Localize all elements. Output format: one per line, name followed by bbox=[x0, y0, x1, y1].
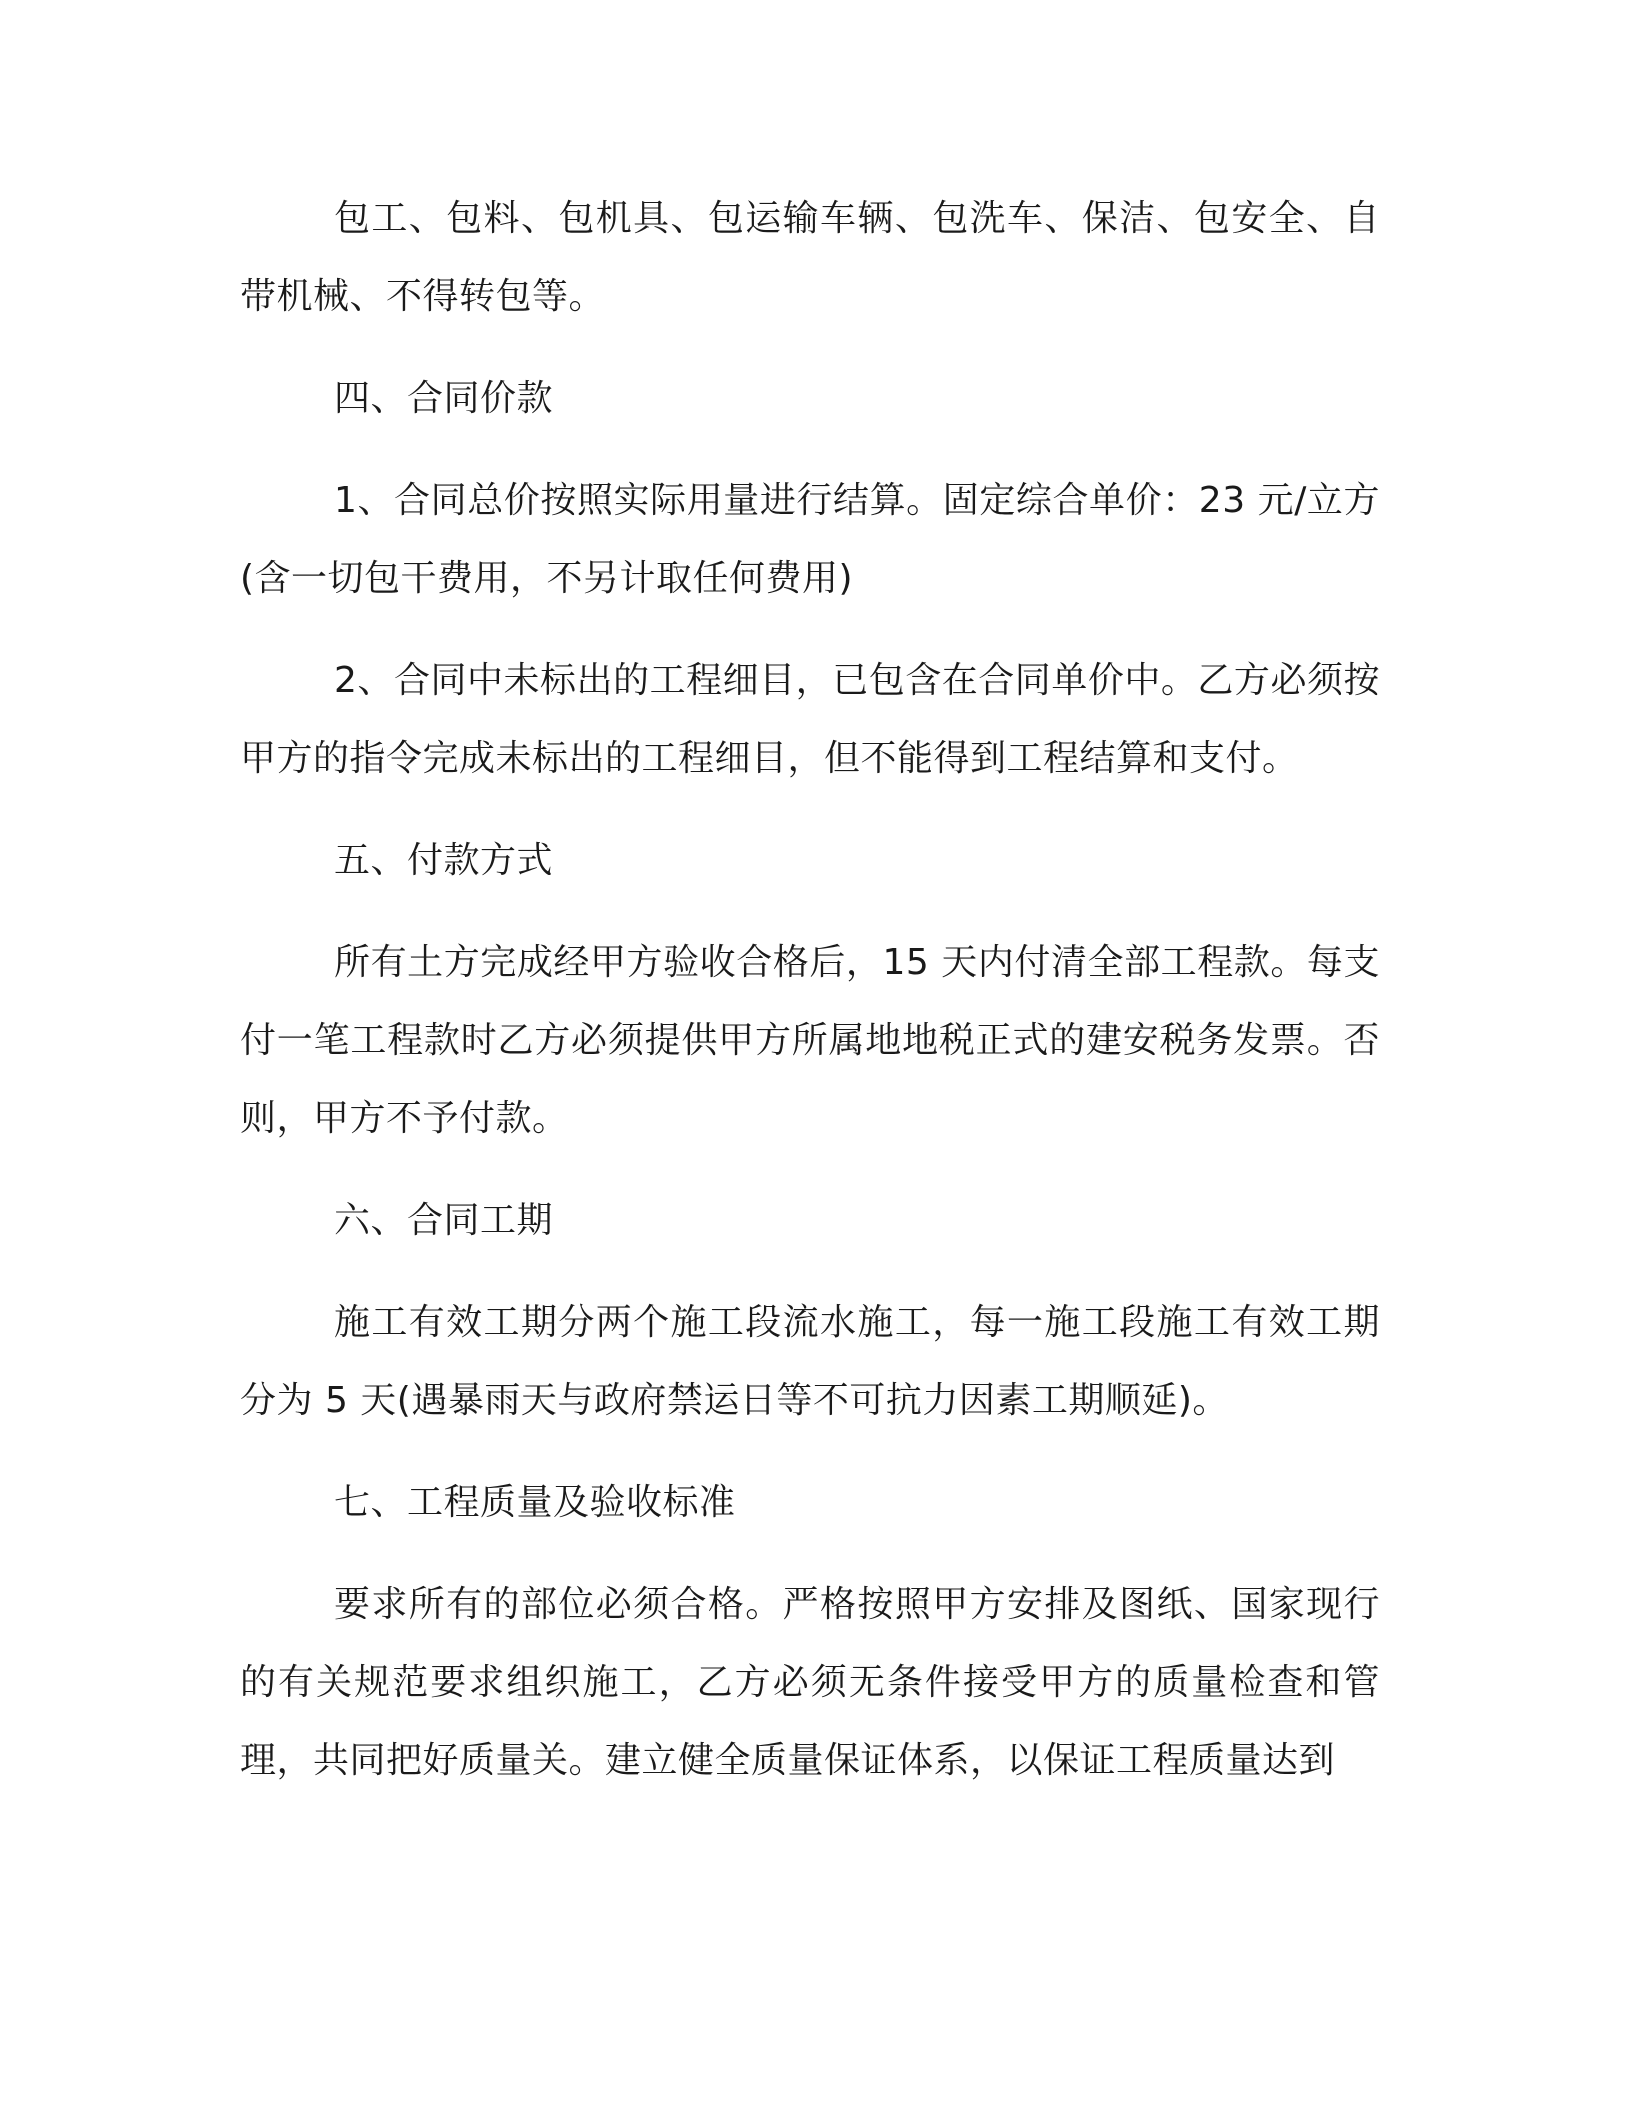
paragraph-total-price: 1、合同总价按照实际用量进行结算。固定综合单价：23 元/立方(含一切包干费用，不另计取任何费用) bbox=[240, 480, 1380, 599]
paragraph-payment-terms: 所有土方完成经甲方验收合格后，15 天内付清全部工程款。每支付一笔工程款时乙方必须提供甲方所属地地税正式的建安税务发票。否则，甲方不予付款。 bbox=[240, 942, 1380, 1139]
heading-quality-standards: 七、工程质量及验收标准 bbox=[334, 1482, 736, 1523]
heading-payment-method: 五、付款方式 bbox=[334, 840, 554, 881]
paragraph-quality-requirements: 要求所有的部位必须合格。严格按照甲方安排及图纸、国家现行的有关规范要求组织施工，乙方必须无条件接受甲方的质量检查和管理，共同把好质量关。建立健全质量保证体系，以保证工程质量达到 bbox=[240, 1584, 1380, 1781]
document-body bbox=[240, 180, 1380, 1800]
paragraph-construction-period: 施工有效工期分两个施工段流水施工，每一施工段施工有效工期分为 5 天(遇暴雨天与政府禁运日等不可抗力因素工期顺延)。 bbox=[240, 1302, 1380, 1421]
paragraph-scope: 包工、包料、包机具、包运输车辆、包洗车、保洁、包安全、自带机械、不得转包等。 bbox=[240, 198, 1380, 317]
heading-contract-period: 六、合同工期 bbox=[334, 1200, 554, 1241]
paragraph-unlisted-items: 2、合同中未标出的工程细目，已包含在合同单价中。乙方必须按甲方的指令完成未标出的工程细目，但不能得到工程结算和支付。 bbox=[240, 660, 1380, 779]
heading-contract-price: 四、合同价款 bbox=[334, 378, 554, 419]
